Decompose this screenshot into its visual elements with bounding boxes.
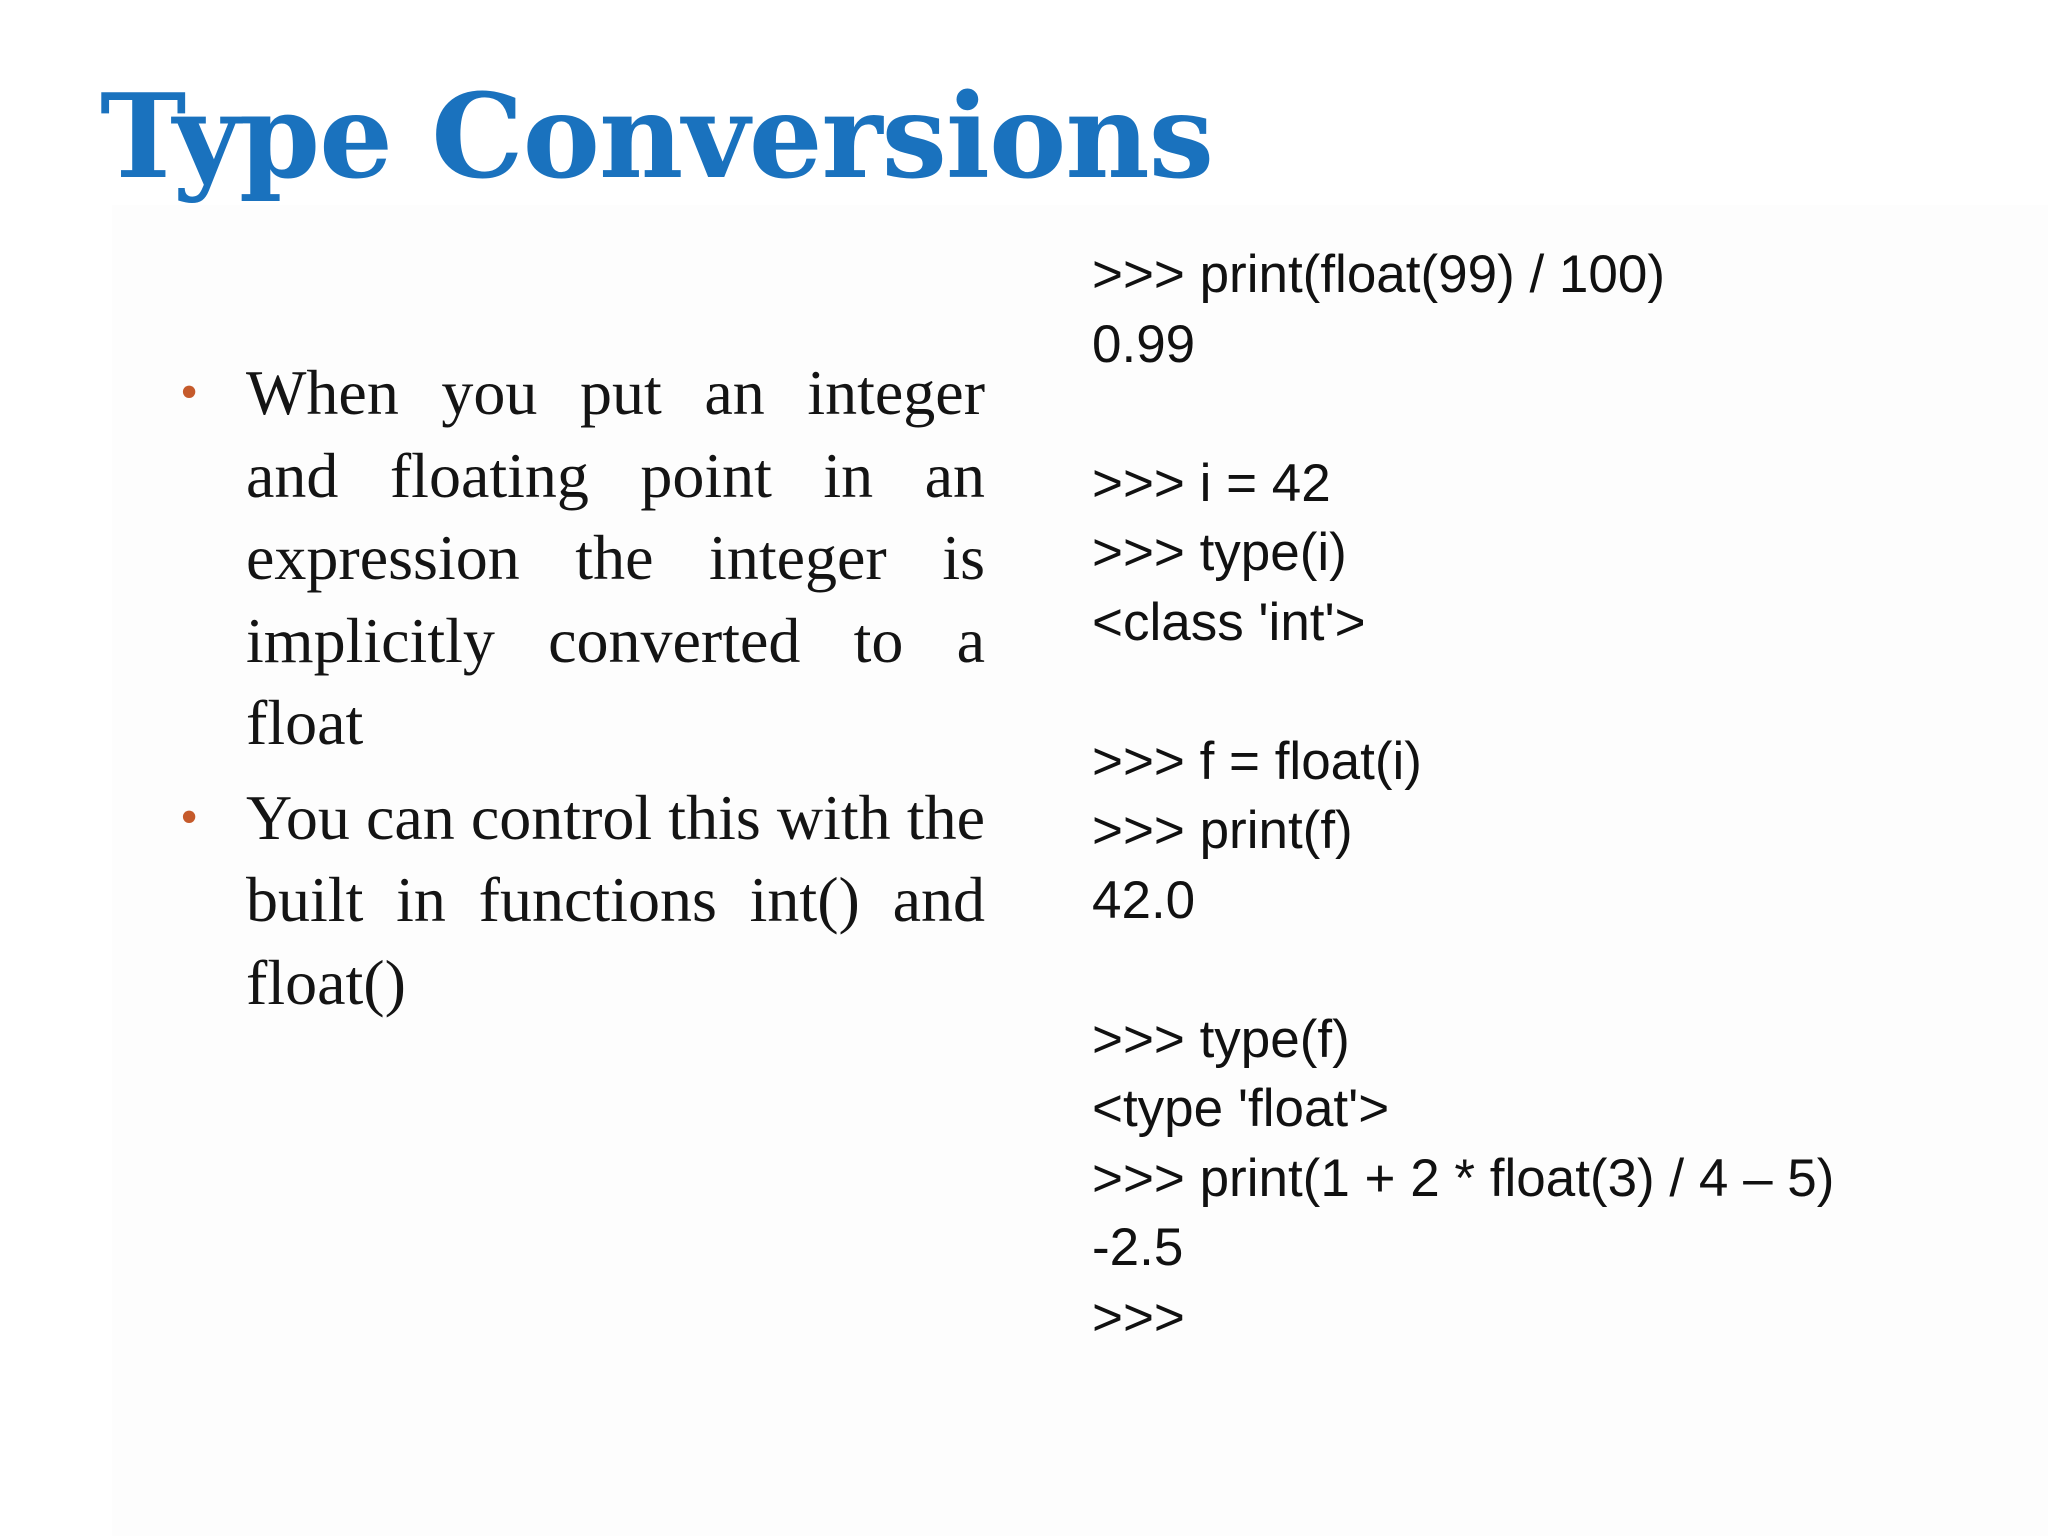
code-line: 42.0 bbox=[1092, 870, 1196, 930]
bullet-marker-icon: • bbox=[180, 364, 199, 421]
bullet-item bbox=[180, 352, 985, 765]
bullet-text: You can control this with the built in functions int() and float() bbox=[246, 781, 985, 1018]
code-line: -2.5 bbox=[1092, 1218, 1184, 1277]
code-line: >>> i = 42 bbox=[1092, 453, 1331, 513]
code-line: >>> type(i) bbox=[1092, 523, 1347, 582]
code-line: >>> f = float(i) bbox=[1092, 731, 1422, 791]
code-line: <type 'float'> bbox=[1092, 1079, 1390, 1138]
code-line-blank bbox=[1092, 657, 2032, 727]
code-line: >>> type(f) bbox=[1092, 1009, 1350, 1069]
bullet-list bbox=[180, 352, 985, 1036]
code-line: >>> bbox=[1092, 1287, 1185, 1347]
code-line-blank bbox=[1092, 935, 2032, 1005]
bullet-item bbox=[180, 777, 985, 1025]
code-line-blank bbox=[1092, 379, 2032, 449]
code-line: >>> print(f) bbox=[1092, 801, 1353, 860]
code-line: >>> print(1 + 2 * float(3) / 4 – 5) bbox=[1092, 1148, 1835, 1208]
bullet-marker-icon: • bbox=[180, 788, 199, 846]
slide-title: Type Conversions bbox=[100, 69, 1214, 205]
code-line: >>> print(float(99) / 100) bbox=[1092, 245, 1666, 304]
code-line: 0.99 bbox=[1092, 314, 1196, 374]
code-line: <class 'int'> bbox=[1092, 592, 1366, 652]
python-shell-transcript bbox=[1092, 240, 2032, 1352]
bullet-text: When you put an integer and floating point in an expression the integer is implicitly converted to a float bbox=[246, 357, 985, 758]
